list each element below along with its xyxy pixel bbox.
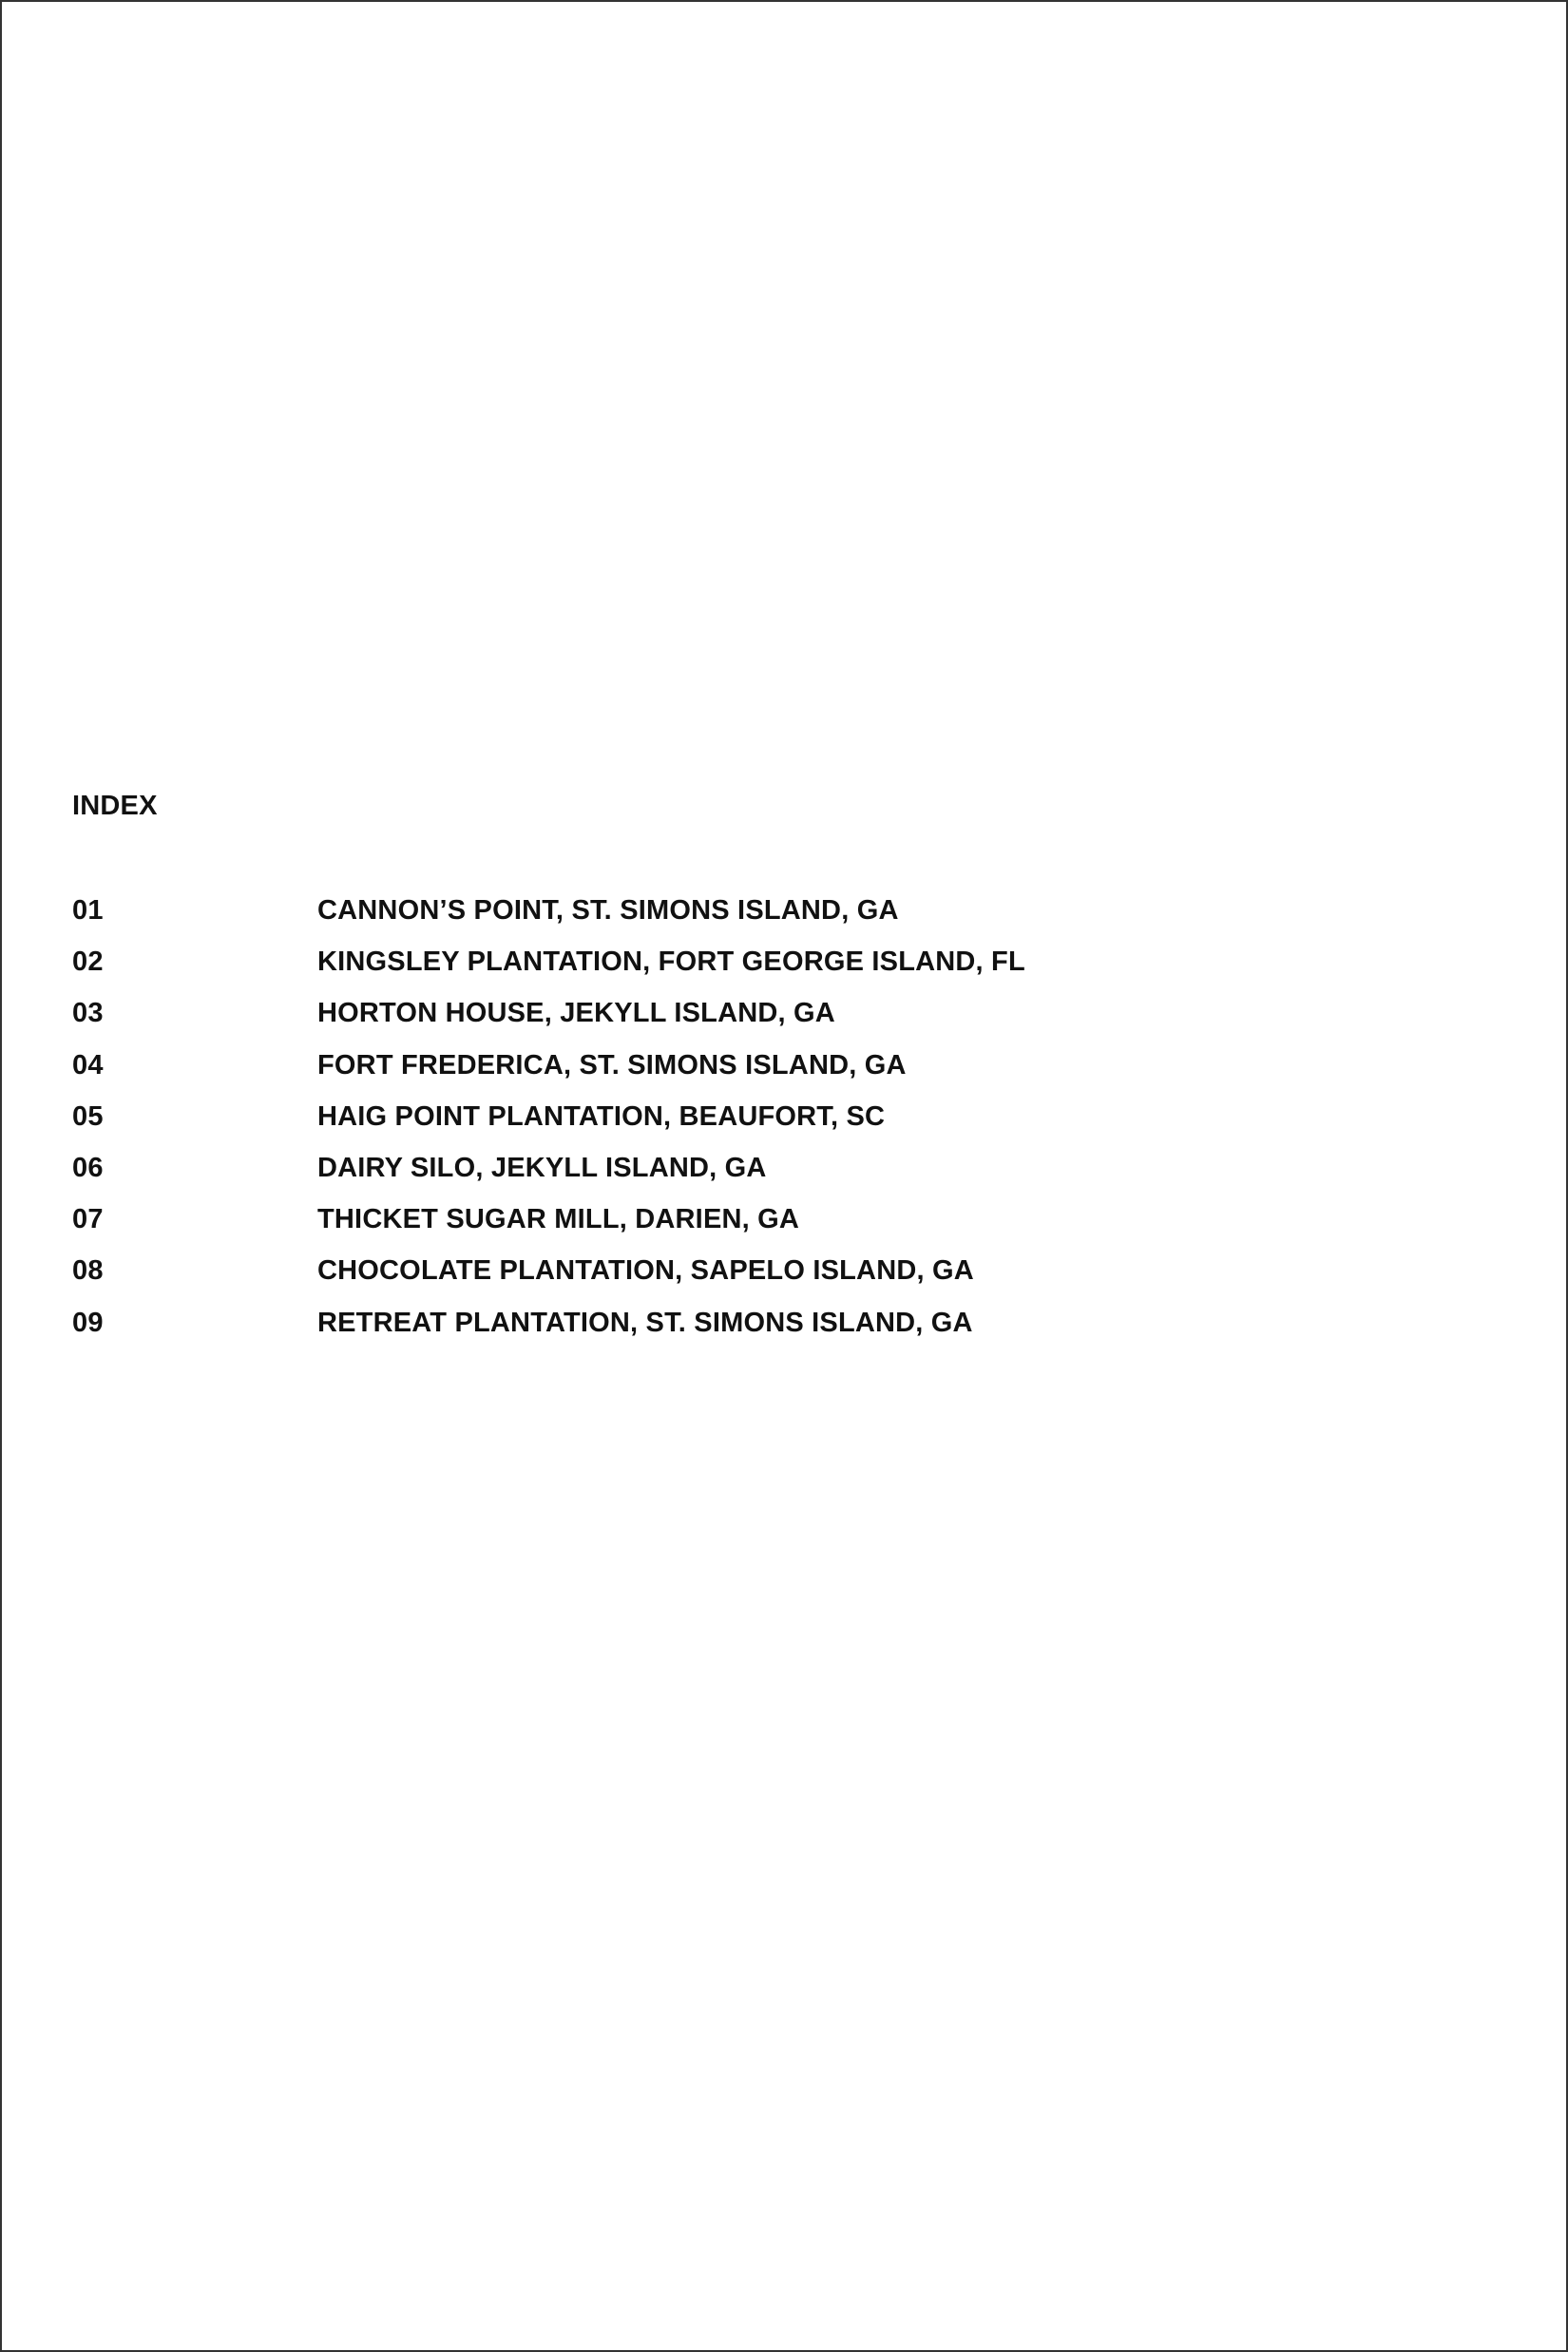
index-list — [72, 891, 1025, 1355]
entry-title: CHOCOLATE PLANTATION, SAPELO ISLAND, GA — [317, 1255, 974, 1287]
index-entry-02 — [72, 943, 1025, 994]
entry-title: RETREAT PLANTATION, ST. SIMONS ISLAND, GA — [317, 1307, 973, 1338]
index-title: INDEX — [72, 791, 158, 821]
entry-number: 06 — [72, 1152, 104, 1183]
index-entry-04 — [72, 1046, 1025, 1098]
entry-title: FORT FREDERICA, ST. SIMONS ISLAND, GA — [317, 1049, 907, 1080]
index-entry-01 — [72, 891, 1025, 943]
index-entry-07 — [72, 1200, 1025, 1252]
index-entry-03 — [72, 994, 1025, 1045]
entry-number: 02 — [72, 947, 104, 978]
index-entry-09 — [72, 1304, 1025, 1355]
entry-number: 05 — [72, 1100, 104, 1132]
entry-title: HAIG POINT PLANTATION, BEAUFORT, SC — [317, 1100, 886, 1132]
entry-number: 07 — [72, 1204, 104, 1235]
entry-number: 09 — [72, 1307, 104, 1338]
index-entry-05 — [72, 1098, 1025, 1149]
entry-number: 03 — [72, 998, 104, 1029]
entry-number: 08 — [72, 1255, 104, 1287]
entry-title: THICKET SUGAR MILL, DARIEN, GA — [317, 1204, 800, 1235]
index-entry-06 — [72, 1149, 1025, 1200]
entry-title: KINGSLEY PLANTATION, FORT GEORGE ISLAND, FL — [317, 947, 1025, 978]
entry-number: 01 — [72, 895, 104, 926]
entry-title: CANNON’S POINT, ST. SIMONS ISLAND, GA — [317, 895, 899, 926]
index-entry-08 — [72, 1252, 1025, 1303]
entry-title: HORTON HOUSE, JEKYLL ISLAND, GA — [317, 998, 835, 1029]
entry-title: DAIRY SILO, JEKYLL ISLAND, GA — [317, 1152, 767, 1183]
entry-number: 04 — [72, 1049, 104, 1080]
